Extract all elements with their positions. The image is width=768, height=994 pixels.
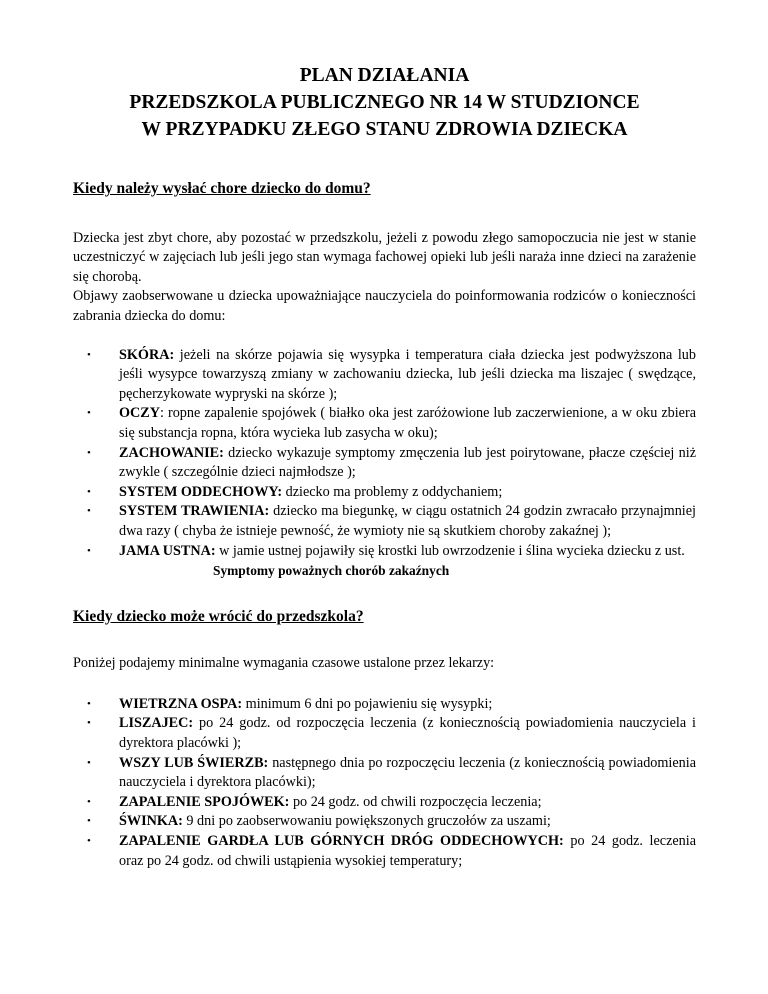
list-item: [73, 483, 696, 503]
item-text: po 24 godz. od rozpoczęcia leczenia (z koniecznością powiadomienia nauczyciela i dyrektora placówki );: [119, 715, 696, 752]
list-item: [73, 346, 696, 405]
section2-para1: Poniżej podajemy minimalne wymagania czasowe ustalone przez lekarzy:: [73, 655, 495, 672]
item-term: ZACHOWANIE:: [119, 444, 224, 461]
list-item: [73, 812, 696, 832]
infectious-diseases-caption: Symptomy poważnych chorób zakaźnych: [213, 563, 450, 579]
section1-para1: Dziecka jest zbyt chore, aby pozostać w przedszkolu, jeżeli z powodu złego samopoczucia nie jest w stanie uczestniczyć w zajęciach lub jeśli jego stan wymaga fachowej opieki lub jeśli naraża inne dzieci na zarażenie się chorobą.: [73, 229, 696, 285]
bullet-icon: •: [87, 717, 91, 730]
item-term: ZAPALENIE SPOJÓWEK:: [119, 793, 290, 810]
title-line-2: PRZEDSZKOLA PUBLICZNEGO NR 14 W STUDZIONCE: [129, 92, 640, 113]
bullet-icon: •: [87, 348, 91, 361]
item-text: minimum 6 dni po pojawieniu się wysypki;: [242, 695, 493, 712]
list-item: [73, 444, 696, 483]
item-term: WIETRZNA OSPA:: [119, 695, 243, 712]
item-text: po 24 godz. od chwili rozpoczęcia leczenia;: [289, 793, 542, 810]
title-line-3: W PRZYPADKU ZŁEGO STANU ZDROWIA DZIECKA: [141, 119, 628, 140]
item-text: dziecko wykazuje symptomy zmęczenia lub jest poirytowane, płacze częściej niż zwykle ( szczególnie dzieci najmłodsze );: [119, 444, 696, 481]
item-term: SYSTEM TRAWIENIA:: [119, 503, 270, 520]
bullet-icon: •: [87, 446, 91, 459]
bullet-icon: •: [87, 815, 91, 828]
list-item: [73, 832, 696, 871]
list-item: [73, 502, 696, 541]
bullet-icon: •: [87, 544, 91, 557]
item-text: po 24 godz. leczenia oraz po 24 godz. od chwili ustąpienia wysokiej temperatury;: [119, 833, 696, 869]
bullet-icon: •: [87, 407, 91, 420]
item-term: OCZY: [119, 405, 160, 422]
document-title: [73, 62, 696, 143]
section1-heading: Kiedy należy wysłać chore dziecko do domu?: [73, 180, 371, 197]
item-term: WSZY LUB ŚWIERZB:: [119, 754, 269, 771]
bullet-icon: •: [87, 697, 91, 710]
section1-para2: Objawy zaobserwowane u dziecka upoważniające nauczyciela do poinformowania rodziców o konieczności zabrania dziecka do domu:: [73, 288, 696, 324]
section2-heading: Kiedy dziecko może wrócić do przedszkola?: [73, 607, 364, 625]
bullet-icon: •: [87, 756, 91, 769]
title-line-1: PLAN DZIAŁANIA: [299, 65, 470, 86]
symptoms-list: [73, 346, 696, 562]
item-term: ZAPALENIE GARDŁA LUB GÓRNYCH DRÓG ODDECHOWYCH:: [119, 833, 564, 850]
item-text: jeżeli na skórze pojawia się wysypka i temperatura ciała dziecka jest podwyższona lub jeśli wysypce towarzyszą zmiany w zachowaniu dziecka, lub jeśli dziecka ma liszajec ( swędzące, pęcherzykowate wypryski na skórze );: [119, 346, 696, 402]
list-item: [73, 793, 696, 813]
bullet-icon: •: [87, 835, 91, 848]
list-item: [73, 754, 696, 793]
bullet-icon: •: [87, 795, 91, 808]
item-term: SYSTEM ODDECHOWY:: [119, 483, 283, 500]
list-item: [73, 714, 696, 753]
return-requirements-list: [73, 695, 696, 871]
document-page: [73, 62, 696, 871]
bullet-icon: •: [87, 505, 91, 518]
list-item: [73, 695, 696, 715]
list-item: [73, 404, 696, 443]
item-text: : ropne zapalenie spojówek ( białko oka jest zaróżowione lub zaczerwienione, a w oku zbiera się substancja ropna, która wycieka lub zasycha w oku);: [119, 405, 696, 441]
item-text: następnego dnia po rozpoczęciu leczenia (z koniecznością powiadomienia nauczyciela i dyrektora placówki);: [119, 754, 697, 791]
bullet-icon: •: [87, 485, 91, 498]
item-text: dziecko ma biegunkę, w ciągu ostatnich 24 godzin zwracało przynajmniej dwa razy ( chyba że istnieje pewność, że wymioty nie są skutkiem choroby zakaźnej );: [119, 503, 696, 539]
item-term: LISZAJEC:: [119, 715, 194, 732]
list-item: [73, 542, 696, 562]
item-text: w jamie ustnej pojawiły się krostki lub owrzodzenie i ślina wycieka dziecku z ust.: [215, 542, 685, 559]
item-term: ŚWINKA:: [119, 813, 183, 830]
item-term: SKÓRA:: [119, 346, 175, 363]
item-text: dziecko ma problemy z oddychaniem;: [282, 483, 503, 500]
item-text: 9 dni po zaobserwowaniu powiększonych gruczołów za uszami;: [182, 813, 551, 830]
item-term: JAMA USTNA:: [119, 542, 216, 559]
